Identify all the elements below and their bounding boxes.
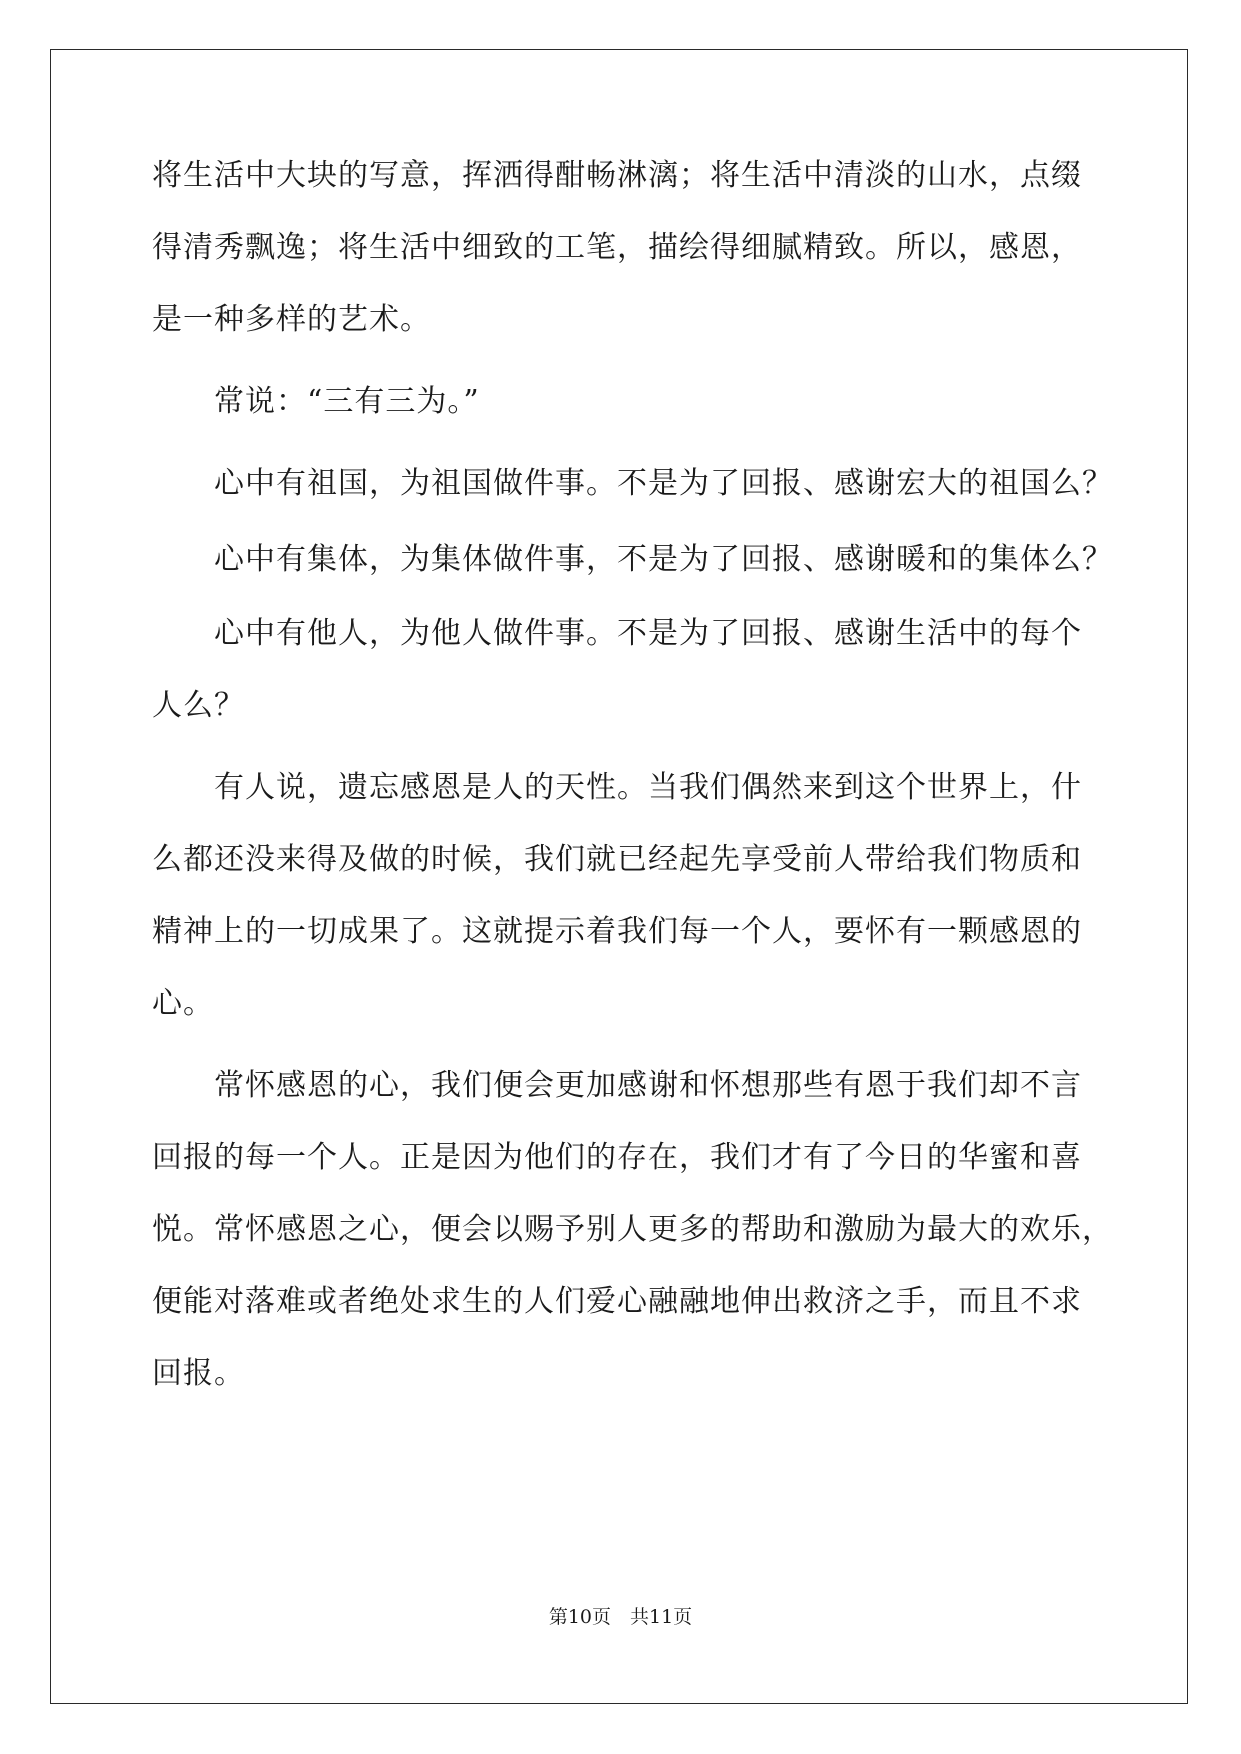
paragraph-line: 么都还没来得及做的时候，我们就已经起先享受前人带给我们物质和 xyxy=(152,842,1082,877)
paragraph-line: 便能对落难或者绝处求生的人们爱心融融地伸出救济之手，而且不求 xyxy=(152,1284,1082,1319)
paragraph-line: 心中有他人，为他人做件事。不是为了回报、感谢生活中的每个 xyxy=(214,616,1082,651)
paragraph-line: 心。 xyxy=(152,986,214,1021)
paragraph-line: 得清秀飘逸；将生活中细致的工笔，描绘得细腻精致。所以，感恩， xyxy=(152,230,1082,265)
paragraph-line: 有人说，遗忘感恩是人的天性。当我们偶然来到这个世界上，什 xyxy=(214,770,1082,805)
paragraph-line: 回报的每一个人。正是因为他们的存在，我们才有了今日的华蜜和喜 xyxy=(152,1140,1082,1175)
paragraph-line: 常说：“三有三为。” xyxy=(214,384,480,419)
paragraph-line: 是一种多样的艺术。 xyxy=(152,302,431,337)
paragraph-line: 人么？ xyxy=(152,688,245,723)
paragraph-line: 精神上的一切成果了。这就提示着我们每一个人，要怀有一颗感恩的 xyxy=(152,914,1082,949)
paragraph-line: 将生活中大块的写意，挥洒得酣畅淋漓；将生活中清淡的山水，点缀 xyxy=(152,158,1082,193)
page-number-footer: 第10页 共11页 xyxy=(548,1606,693,1628)
paragraph-line: 心中有祖国，为祖国做件事。不是为了回报、感谢宏大的祖国么？ xyxy=(214,466,1113,501)
paragraph-line: 常怀感恩的心，我们便会更加感谢和怀想那些有恩于我们却不言 xyxy=(214,1068,1082,1103)
paragraph-line: 心中有集体，为集体做件事，不是为了回报、感谢暖和的集体么？ xyxy=(214,542,1113,577)
paragraph-line: 回报。 xyxy=(152,1356,245,1391)
paragraph-line: 悦。常怀感恩之心，便会以赐予别人更多的帮助和激励为最大的欢乐， xyxy=(152,1212,1113,1247)
